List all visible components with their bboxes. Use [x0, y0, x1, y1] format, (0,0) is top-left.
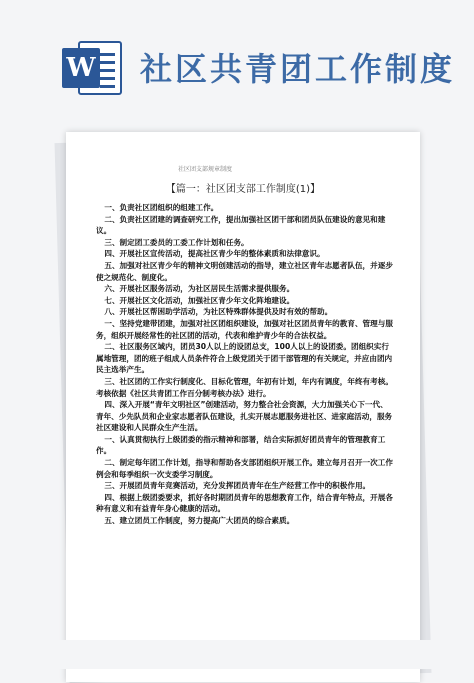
paragraph: 八、开展社区帮困助学活动，为社区特殊群体提供及时有效的帮助。: [104, 307, 333, 317]
paragraph: 一、认真贯彻执行上级团委的指示精神和部署，结合实际抓好团员青年的管理教育工作。: [96, 434, 386, 456]
paragraph: 三、开展团员青年竞赛活动，充分发挥团员青年在生产经营工作中的积极作用。: [104, 481, 371, 491]
paragraph: 二、负责社区团建的调查研究工作，提出加强社区团干部和团员队伍建设的意见和建议。: [96, 214, 386, 236]
document-page: [66, 132, 420, 682]
paragraph: 一、负责社区团组织的组建工作。: [104, 203, 219, 212]
paragraph: 六、开展社区服务活动，为社区居民生活需求提供服务。: [104, 284, 295, 294]
paragraph: 三、制定团工委员的工委工作计划和任务。: [104, 237, 249, 247]
paragraph: 五、建立团员工作制度，努力提高广大团员的综合素质。: [104, 516, 295, 526]
paragraph: 二、制定每年团工作计划，指导和帮助各支部团组织开展工作。建立每月召开一次工作例会和每季组织一次支委学习制度。: [96, 458, 393, 479]
header-note: 社区团支部规章制度: [178, 166, 233, 173]
document-body: [96, 202, 394, 527]
word-document-icon: [62, 38, 126, 98]
paragraph: 七、开展社区文化活动，加强社区青少年文化阵地建设。: [104, 295, 295, 305]
word-letter-badge: W: [62, 48, 100, 88]
document-heading: 【篇一：社区团支部工作制度(1)】: [165, 184, 321, 195]
paragraph: 五、加强对社区青少年的精神文明创建活动的指导，建立社区青年志愿者队伍，并逐步使之规范化、制度化。: [96, 260, 393, 282]
paragraph: 四、深入开展“青年文明社区”创建活动，努力整合社会资源，大力加强关心下一代、青年、少先队员和企业家志愿者队伍建设，扎实开展志愿服务进社区、进家庭活动，服务社区建设和人民群众生产生活。: [96, 400, 393, 433]
paragraph: 四、根据上级团委要求，抓好各时期团员青年的思想教育工作，结合青年特点，开展各种有意义和有益青年身心健康的活动。: [96, 492, 393, 514]
paragraph: 二、社区服务区域内，团员30人以上的设团总支，100人以上的设团委。团组织实行属地管理，团的班子组成人员条件符合上级党团关于团干部管理的有关规定，并应由团内民主选举产生。: [96, 342, 393, 375]
banner: [0, 0, 474, 112]
paragraph: 三、社区团的工作实行制度化、目标化管理，年初有计划，年内有调度，年终有考核。考核依据《社区共青团工作百分制考核办法》进行。: [96, 376, 393, 398]
footer-strip: [0, 640, 474, 669]
banner-title: 社区共青团工作制度: [140, 50, 456, 88]
paragraph: 四、开展社区宣传活动，提高社区青少年的整体素质和法律意识。: [104, 249, 325, 259]
paragraph: 一、坚持党建带团建，加强对社区团组织建设，加强对社区团员青年的教育、管理与服务，组织开展经常性的社区团的活动，代表和维护青少年的合法权益。: [96, 318, 393, 340]
